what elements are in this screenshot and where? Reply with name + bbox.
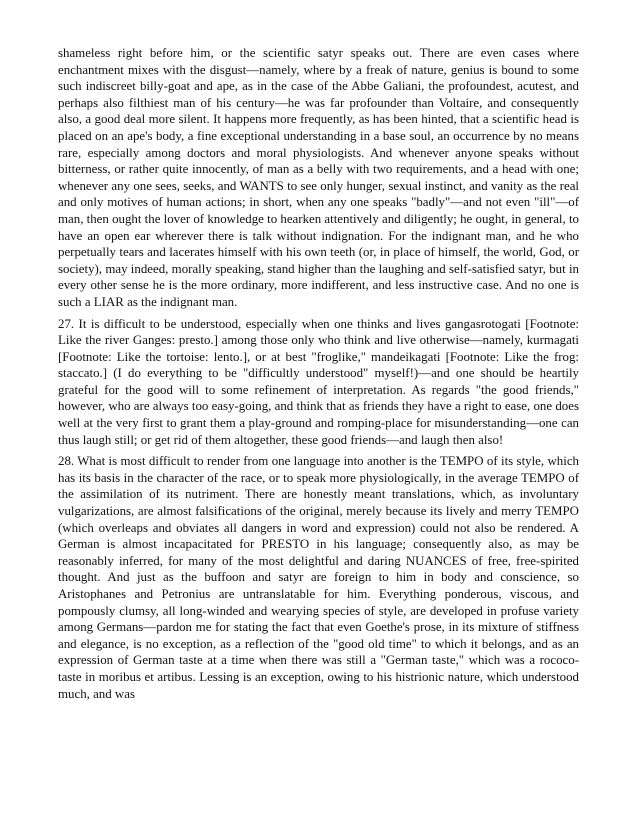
paragraph-27: 27. It is difficult to be understood, especially when one thinks and lives gangasrotogati [Footnote: Like the river Ganges: presto.] among those only who think and live otherwise—namely, kurmagati [Footnote: Like the tortoise: lento.], or at best "froglike," mandeikagati [Footnote: Like the frog: staccato.] (I do everything to be "difficultly understood" myself!)—and one should be heartily grateful for the good will to some refinement of interpretation. As regards "the good friends," however, who are always too easy-going, and think that as friends they have a right to ease, one does well at the very first to grant them a play-ground and romping-place for misunderstanding—one can thus laugh still; or get rid of them altogether, these good friends—and laugh then also! (58, 316, 579, 447)
paragraph-continuation: shameless right before him, or the scientific satyr speaks out. There are even cases where enchantment mixes with the disgust—namely, where by a freak of nature, genius is bound to some such indiscreet billy-goat and ape, as in the case of the Abbe Galiani, the profoundest, acutest, and perhaps also filthiest man of his century—he was far profounder than Voltaire, and consequently also, a good deal more silent. It happens more frequently, as has been hinted, that a scientific head is placed on an ape's body, a fine exceptional understanding in a base soul, an occurrence by no means rare, especially among doctors and moral physiologists. And whenever anyone speaks without bitterness, or rather quite innocently, of man as a belly with two requirements, and a head with one; whenever any one sees, seeks, and WANTS to see only hunger, sexual instinct, and vanity as the real and only motives of human actions; in short, when any one speaks "badly"—and not even "ill"—of man, then ought the lover of knowledge to hearken attentively and diligently; he ought, in general, to have an open ear wherever there is talk without indignation. For the indignant man, and he who perpetually tears and lacerates himself with his own teeth (or, in place of himself, the world, God, or society), may indeed, morally speaking, stand higher than the laughing and self-satisfied satyr, but in every other sense he is the more ordinary, more indifferent, and less instructive case. And no one is such a LIAR as the indignant man. (58, 46, 579, 309)
paragraph-28: 28. What is most difficult to render from one language into another is the TEMPO of its style, which has its basis in the character of the race, or to speak more physiologically, in the average TEMPO of the assimilation of its nutriment. There are honestly meant translations, which, as involuntary vulgarizations, are almost falsifications of the original, merely because its lively and merry TEMPO (which overleaps and obviates all dangers in word and expression) could not also be rendered. A German is almost incapacitated for PRESTO in his language; consequently also, as may be reasonably inferred, for many of the most delightful and daring NUANCES of free, free-spirited thought. And just as the buffoon and satyr are foreign to him in body and conscience, so Aristophanes and Petronius are untranslatable for him. Everything ponderous, viscous, and pompously clumsy, all long-winded and wearying species of style, are developed in profuse variety among Germans—pardon me for stating the fact that even Goethe's prose, in its mixture of stiffness and elegance, is no exception, as a reflection of the "good old time" to which it belongs, and as an expression of German taste at a time when there was still a "German taste," which was a rococo-taste in moribus et artibus. Lessing is an exception, owing to his histrionic nature, which understood much, and was (58, 454, 579, 701)
document-page (58, 45, 579, 707)
